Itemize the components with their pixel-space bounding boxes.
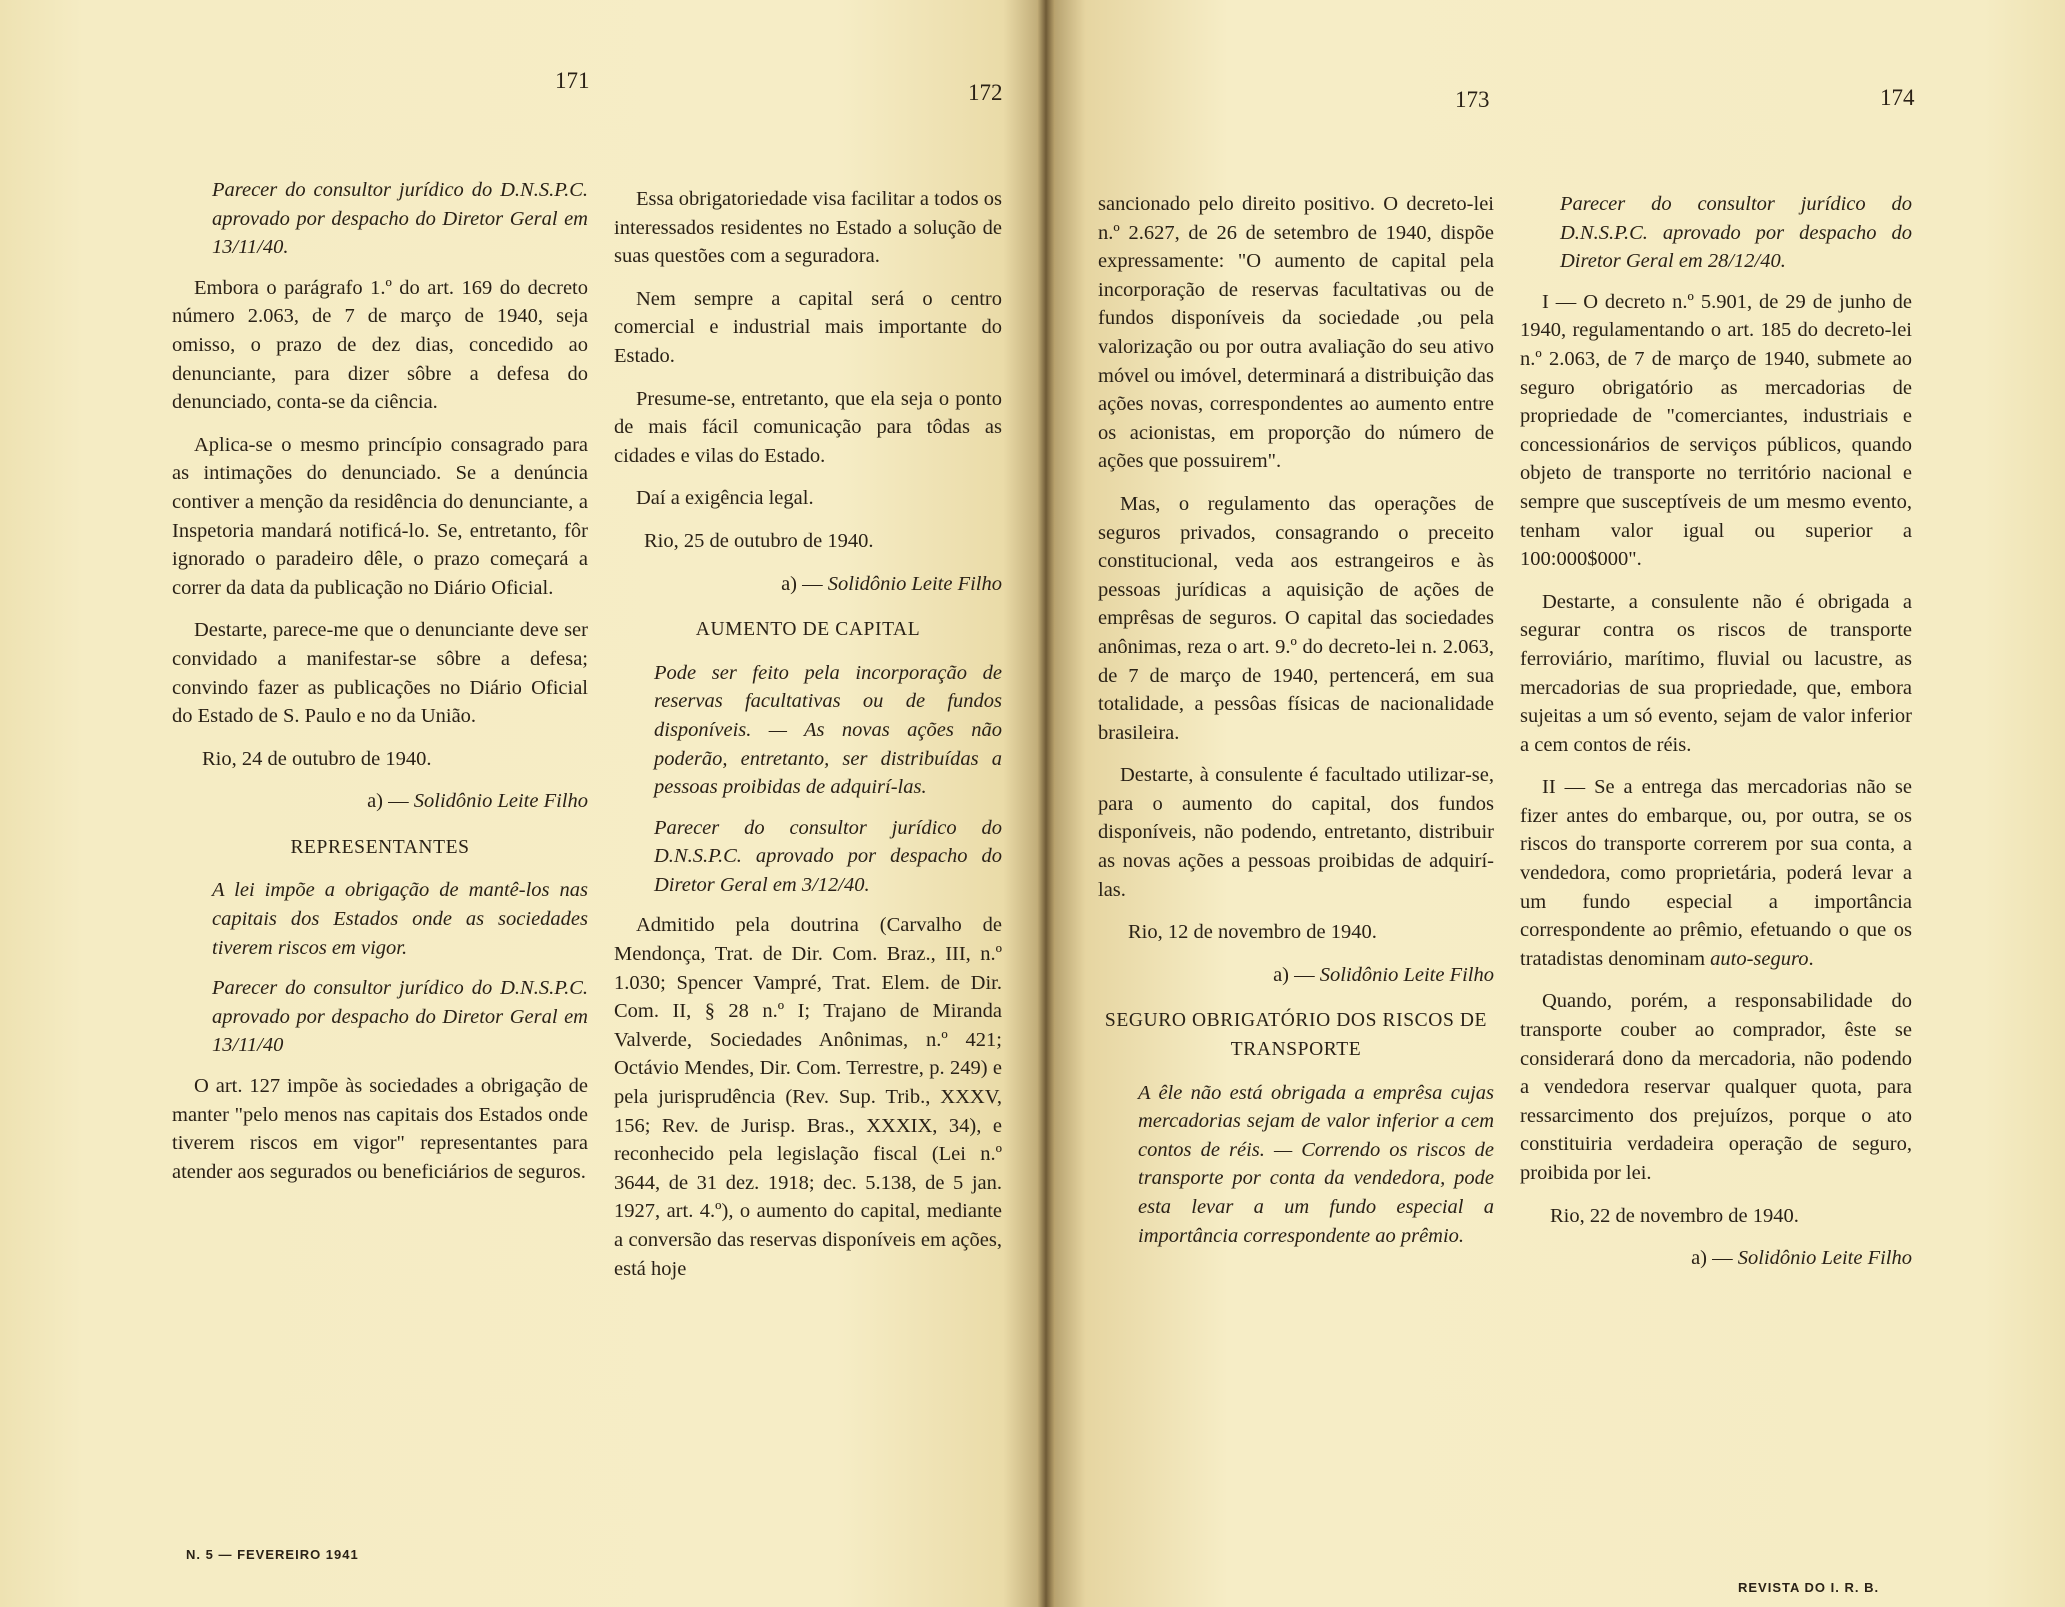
date-line: Rio, 24 de outubro de 1940. — [202, 747, 432, 770]
paragraph: Destarte, parece-me que o denunciante deve ser convidado a manifestar-se sôbre a defesa; convindo fazer as publicações no Diário Oficial do Estado de S. Paulo e no da União. — [172, 619, 588, 728]
ementa: A lei impõe a obrigação de mantê-los nas capitais dos Estados onde as sociedades tiverem riscos em vigor. — [212, 879, 588, 959]
paragraph: Embora o parágrafo 1.º do art. 169 do decreto número 2.063, de 7 de março de 1940, seja omisso, o prazo de dez dias, concedido ao denunciante, para dizer sôbre a defesa do denunciado, conta-se da ciência. — [172, 276, 588, 414]
parecer-note: Parecer do consultor jurídico do D.N.S.P.C. aprovado por despacho do Diretor Geral em 3/12/40. — [654, 816, 1002, 896]
date-line: Rio, 22 de novembro de 1940. — [1550, 1204, 1799, 1227]
footer-journal: REVISTA DO I. R. B. — [1738, 1580, 1880, 1595]
text-run: II — Se a entrega das mercadorias não se fizer antes do embarque, ou, por outra, se os riscos do transporte correrem por sua conta, a vendedora, como proprietária, poderá levar a um fundo especial a importância correspondente ao prêmio, efetuando o que os tratadistas denominam — [1520, 776, 1912, 970]
section-heading: SEGURO OBRIGATÓRIO DOS RISCOS DE TRANSPORTE — [1104, 1010, 1488, 1061]
section-heading: AUMENTO DE CAPITAL — [695, 619, 921, 641]
ementa: A êle não está obrigada a emprêsa cujas mercadorias sejam de valor inferior a cem contos de réis. — Correndo os riscos de transporte por conta da vendedora, pode esta levar a um fundo especial a importância correspondente ao prêmio. — [1138, 1081, 1494, 1247]
page-number-171: 171 — [555, 68, 590, 93]
paragraph: Destarte, a consulente não é obrigada a segurar contra os riscos de transporte ferroviário, marítimo, fluvial ou lacustre, as mercadorias de sua propriedade, que, embora sujeitas a um só evento, sejam de valor inferior a cem contos de réis. — [1520, 590, 1912, 756]
signature-name: Solidônio Leite Filho — [413, 790, 588, 813]
signature — [172, 787, 588, 816]
footer-issue: N. 5 — FEVEREIRO 1941 — [186, 1547, 359, 1562]
signature-name: Solidônio Leite Filho — [1737, 1247, 1912, 1270]
paragraph: Destarte, à consulente é facultado utilizar-se, para o aumento do capital, dos fundos disponíveis, não podendo, entretanto, distribuir as novas ações a pessoas proibidas de adquirí-las. — [1098, 764, 1494, 901]
paragraph: Nem sempre a capital será o centro comercial e industrial mais importante do Estado. — [614, 287, 1002, 367]
ementa: Pode ser feito pela incorporação de reservas facultativas ou de fundos disponíveis. — As novas ações não poderão, entretanto, ser distribuídas a pessoas proibidas de adquirí-las. — [654, 661, 1002, 799]
book-gutter — [1037, 0, 1055, 1607]
paragraph: Daí a exigência legal. — [636, 487, 814, 510]
paragraph: I — O decreto n.º 5.901, de 29 de junho de 1940, regulamentando o art. 185 do decreto-lei n.º 2.063, de 7 de março de 1940, submete ao seguro obrigatório as mercadorias de propriedade de "comerciantes, industriais e concessionários de serviços públicos, quando objeto de transporte no território nacional e sempre que susceptíveis de um mesmo evento, tenham valor igual ou superior a 100:000$000". — [1520, 290, 1912, 571]
page-number-173: 173 — [1455, 87, 1490, 112]
date-line: Rio, 12 de novembro de 1940. — [1128, 921, 1377, 944]
signature-prefix: a) — — [1273, 963, 1315, 986]
signature — [1520, 1244, 1912, 1273]
column-page-172 — [614, 185, 1002, 1297]
signature-name: Solidônio Leite Filho — [1319, 963, 1494, 986]
signature — [1098, 961, 1494, 990]
paragraph: sancionado pelo direito positivo. O decreto-lei n.º 2.627, de 26 de setembro de 1940, dispõe expressamente: "O aumento de capital pela incorporação de reservas facultativas ou de fundos disponíveis da sociedade ,ou pela valorização ou por outra avaliação do seu ativo móvel ou imóvel, determinará a distribuição das ações novas, correspondentes ao aumento entre os acionistas, em proporção do número de ações que possuirem". — [1098, 193, 1494, 473]
column-page-173 — [1098, 190, 1494, 1262]
signature-prefix: a) — — [1691, 1247, 1733, 1270]
column-page-174 — [1520, 190, 1912, 1291]
parecer-note: Parecer do consultor jurídico do D.N.S.P.C. aprovado por despacho do Diretor Geral em 13/11/40. — [212, 179, 588, 259]
parecer-note: Parecer do consultor jurídico do D.N.S.P.C. aprovado por despacho do Diretor Geral em 28/12/40. — [1560, 193, 1912, 273]
paragraph: Quando, porém, a responsabilidade do transporte couber ao comprador, êste se considerará dono da mercadoria, não podendo a vendedora reservar qualquer quota, para ressarcimento dos prejuízos, porque o ato constituiria verdadeira operação de seguro, proibida por lei. — [1520, 990, 1912, 1184]
paragraph: Essa obrigatoriedade visa facilitar a todos os interessados residentes no Estado a solução de suas questões com a seguradora. — [614, 188, 1002, 268]
signature — [614, 570, 1002, 599]
text-run: . — [1808, 947, 1814, 970]
page-number-174: 174 — [1880, 85, 1915, 110]
paragraph: Aplica-se o mesmo princípio consagrado para as intimações do denunciado. Se a denúncia contiver a menção da residência do denunciante, a Inspetoria mandará notificá-lo. Se, entretanto, fôr ignorado o paradeiro dêle, o prazo começará a correr da data da publicação no Diário Oficial. — [172, 433, 588, 599]
signature-prefix: a) — — [781, 572, 823, 595]
paragraph: Presume-se, entretanto, que ela seja o ponto de mais fácil comunicação para tôdas as cidades e vilas do Estado. — [614, 387, 1002, 467]
paragraph: Mas, o regulamento das operações de seguros privados, consagrando o preceito constitucional, veda aos estrangeiros e às pessoas jurídicas a aquisição de ações de emprêsas de seguros. O capital das sociedades anônimas, reza o art. 9.º do decreto-lei n. 2.063, de 7 de março de 1940, pertencerá, em sua totalidade, a pessôas físicas de nacionalidade brasileira. — [1098, 492, 1494, 744]
column-page-171 — [172, 176, 588, 1200]
paragraph — [1520, 773, 1912, 973]
section-heading: REPRESENTANTES — [290, 836, 470, 858]
page-number-172: 172 — [968, 80, 1003, 105]
signature-name: Solidônio Leite Filho — [827, 572, 1002, 595]
paragraph: O art. 127 impõe às sociedades a obrigação de manter "pelo menos nas capitais dos Estados onde tiverem riscos em vigor" representantes para atender aos segurados ou beneficiários de seguros. — [172, 1075, 588, 1183]
parecer-note: Parecer do consultor jurídico do D.N.S.P.C. aprovado por despacho do Diretor Geral em 13/11/40 — [212, 977, 588, 1057]
signature-prefix: a) — — [367, 790, 409, 813]
date-line: Rio, 25 de outubro de 1940. — [644, 529, 874, 552]
paragraph: Admitido pela doutrina (Carvalho de Mendonça, Trat. de Dir. Com. Braz., III, n.º 1.030; Spencer Vampré, Trat. Elem. de Dir. Com. II, § 28 n.º I; Trajano de Miranda Valverde, Sociedades Anônimas, n.º 421; Octávio Mendes, Dir. Com. Terrestre, p. 249) e pela jurisprudência (Rev. Sup. Trib., XXXV, 156; Rev. de Jurisp. Bras., XXXIX, 34), e reconhecido pela legislação fiscal (Lei n.º 3644, de 31 dez. 1918; dec. 5.138, de 5 jan. 1927, art. 4.º), o aumento do capital, mediante a conversão das reservas disponíveis em ações, está hoje — [614, 914, 1002, 1280]
italic-term: auto-seguro — [1710, 947, 1809, 970]
